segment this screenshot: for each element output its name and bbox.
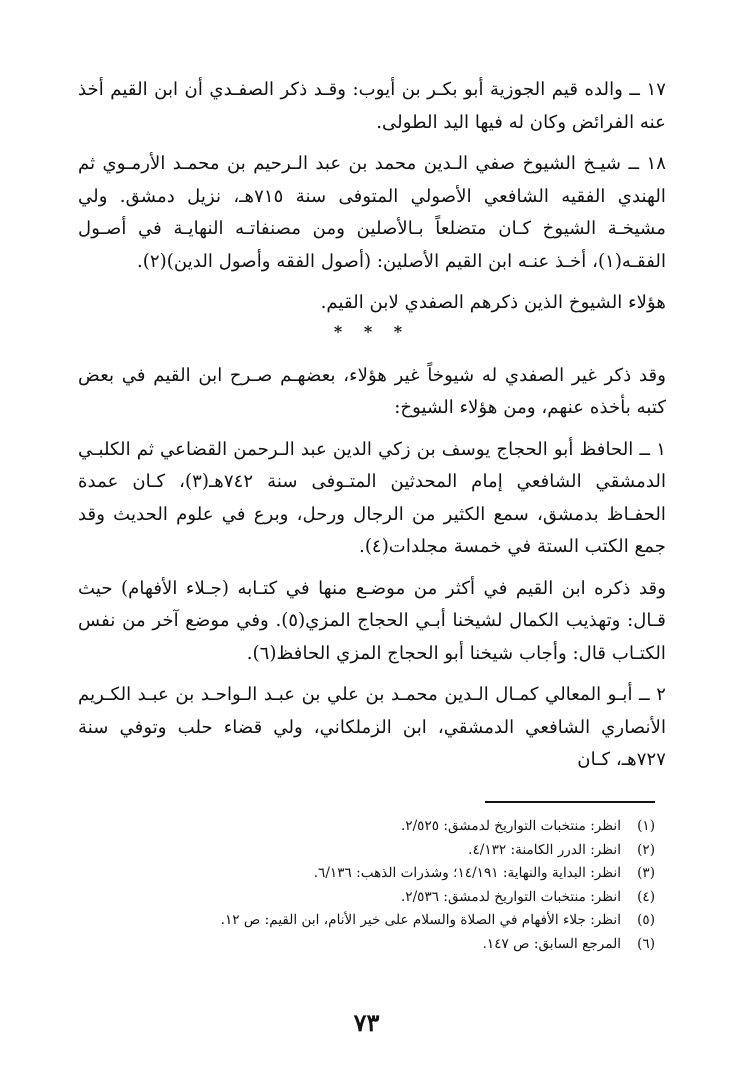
footnote-number: (٣)	[637, 865, 655, 882]
footnote-text: انظر: البداية والنهاية: ١٤/١٩١؛ وشذرات الذهب: ٦/١٣٦.	[313, 865, 621, 882]
footnote-item	[67, 862, 655, 886]
footnote-text: انظر: منتخبات التواريخ لدمشق: ٢/٥٢٥.	[400, 818, 621, 834]
footnote-text: المرجع السابق: ص ١٤٧.	[482, 935, 621, 952]
paragraph-mention: وقد ذكره ابن القيم في أكثر من موضـع منها في كتـابه (جـلاء الأفهام) حيث قـال: وتهذيب الكمال لشيخنا أبـي الحجاج المزي(٥). وفي موضع آخر من نفس الكتـاب قال: وأجاب شيخنا أبو الحجاج المزي الحافظ(٦).	[78, 577, 666, 664]
main-text	[78, 74, 666, 777]
paragraph-summary: هؤلاء الشيوخ الذين ذكرهم الصفدي لابن القيم.	[320, 292, 666, 313]
footnote-number: (٦)	[637, 935, 655, 952]
footnote-number: (٢)	[637, 841, 655, 858]
footnote-text: انظر: الدرر الكامنة: ٤/١٣٢.	[468, 841, 621, 858]
footnote-separator	[485, 801, 655, 803]
footnotes-list	[67, 815, 655, 957]
footnote-number: (٤)	[637, 888, 655, 905]
page-number: ٧٣	[353, 1008, 380, 1037]
paragraph-sheikh-17: ١٧ ــ والده قيم الجوزية أبو بكـر بن أيوب: وقـد ذكر الصفـدي أن ابن القيم أخذ عنه الفرائض وكان له فيها اليد الطولى.	[78, 79, 666, 133]
footnote-number: (١)	[637, 818, 655, 834]
paragraph-other-sheikhs: وقد ذكر غير الصفدي له شيوخاً غير هؤلاء، بعضهـم صـرح ابن القيم في بعض كتبه بأخذه عنهم، ومن هؤلاء الشيوخ:	[78, 364, 666, 418]
section-separator: * * *	[333, 321, 411, 341]
paragraph-sheikh-2: ٢ ــ أبـو المعالي كمـال الـدين محمـد بن علي بن عبـد الـواحـد بن عبـد الكـريم الأنصاري الشافعي الدمشقي، ابن الزملكاني، ولي قضاء حلب وتوفي سنة ٧٢٧هـ، كـان	[78, 684, 666, 770]
footnote-number: (٥)	[637, 912, 655, 929]
footnote-item	[67, 815, 655, 839]
footnote-item	[67, 909, 655, 933]
footnote-text: انظر: جلاء الأفهام في الصلاة والسلام على خير الأنام، ابن القيم: ص ١٢.	[220, 912, 621, 929]
paragraph-sheikh-1: ١ ــ الحافظ أبو الحجاج يوسف بن زكي الدين عبد الـرحمن القضاعي ثم الكلبـي الدمشقي الشافعي إمام المحدثين المتـوفى سنة ٧٤٢هـ(٣)، كـان عمدة الحفـاظ بدمشق، سمع الكثير من الرجال ورحل، وبرع في علوم الحديث وقد جمع الكتب الستة في خمسة مجلدات(٤).	[78, 438, 667, 557]
footnote-item	[67, 886, 655, 910]
footnote-text: انظر: منتخبات التواريخ لدمشق: ٢/٥٣٦.	[400, 888, 621, 905]
footnote-item	[67, 839, 655, 863]
paragraph-sheikh-18: ١٨ ــ شيـخ الشيوخ صفي الـدين محمد بن عبد الـرحيم بن محمـد الأرمـوي ثم الهندي الفقيه الشافعي الأصولي المتوفى سنة ٧١٥هـ، نزيل دمشق. ولي مشيخـة الشيوخ كـان متضلعاً بـالأصلين ومن مصنفاتـه النهايـة في أصـول الفقـه(١)، أخـذ عنـه ابن القيم الأصلين: (أصول الفقه وأصول الدين)(٢).	[78, 153, 666, 272]
footnote-item	[67, 933, 655, 957]
